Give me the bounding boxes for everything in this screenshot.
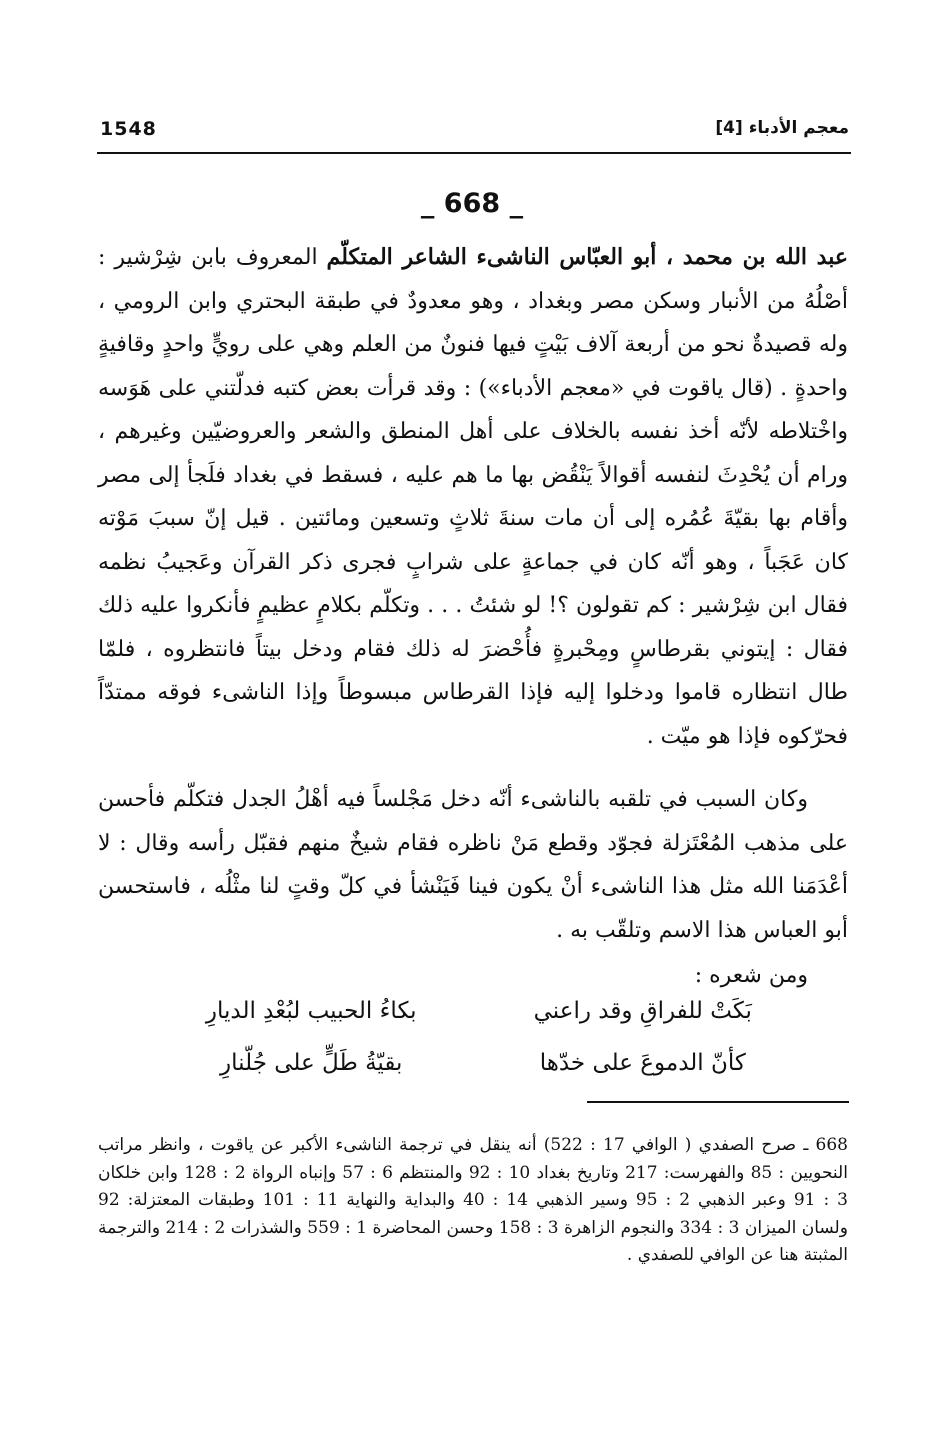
footnote-rule <box>587 1101 849 1103</box>
poetry-intro: ومن شعره : <box>694 963 808 988</box>
running-head <box>100 118 849 150</box>
nickname-paragraph: وكان السبب في تلقبه بالناشىء أنّه دخل مَجْلساً فيه أهْلُ الجدل فتكلّم فأحسن على مذهب المُعْتَزلة فجوّد وقطع مَنْ ناظره فقام شيخٌ منهم فقبّل رأسه وقال : لا أعْدَمَنا الله مثل هذا الناشىء أنْ يكون فينا فَيَنْشأ في كلّ وقتٍ لنا مثْلُه ، فاستحسن أبو العباس هذا الاسم وتلقّب به . <box>98 787 848 943</box>
verse-first-hemistich: بَكَتْ للفراقِ وقد راعني <box>533 998 752 1024</box>
footnote-text: 668 ـ صرح الصفدي ( الوافي 17 : 522) أنه ينقل في ترجمة الناشىء الأكبر عن ياقوت ، وانظر مراتب النحويين : 85 والفهرست: 217 وتاريخ بغداد 10 : 92 والمنتظم 6 : 57 وإنباه الرواة 2 : 128 وابن خلكان 3 : 91 وعبر الذهبي 2 : 95 وسير الذهبي 14 : 40 والبداية والنهاية 11 : 101 وطبقات المعتزلة: 92 ولسان الميزان 3 : 334 والنجوم الزاهرة 3 : 158 وحسن المحاضرة 1 : 559 والشذرات 2 : 214 والترجمة المثبتة هنا عن الوافي للصفدي . <box>98 1135 848 1265</box>
poem-verse <box>170 985 784 1037</box>
poem-verse <box>170 1037 784 1089</box>
header-rule <box>97 152 851 154</box>
verse-second-hemistich: بقيّةُ طَلٍّ على جُلّنارِ <box>220 1050 403 1076</box>
biography-paragraph <box>98 236 848 758</box>
poem <box>170 985 784 1089</box>
entry-number: _ 668 _ <box>420 188 524 219</box>
subject-name: عبد الله بن محمد ، أبو العبّاس الناشىء الشاعر المتكلّم <box>326 244 848 270</box>
biography-text: المعروف بابن شِرْشير : أصْلُهُ من الأنبار وسكن مصر وبغداد ، وهو معدودٌ في طبقة البحتري وابن الرومي ، وله قصيدةٌ نحو من أربعة آلاف بَيْتٍ فيها فنونٌ من العلم وهي على رويٍّ واحدٍ وقافيةٍ واحدةٍ . (قال ياقوت في «معجم الأدباء») : وقد قرأت بعض كتبه فدلّتني على هَوَسه واخْتلاطه لأنّه أخذ نفسه بالخلاف على أهل المنطق والشعر والعروضيّين وغيرهم ، ورام أن يُحْدِثَ لنفسه أقوالاً يَنْقُض بها ما هم عليه ، فسقط في بغداد فلَجأ إلى مصر وأقام بها بقيّةَ عُمُره إلى أن مات سنةَ ثلاثٍ وتسعين ومائتين . قيل إنّ سببَ مَوْته كان عَجَباً ، وهو أنّه كان في جماعةٍ على شرابٍ فجرى ذكر القرآن وعَجيبُ نظمه فقال ابن شِرْشير : كم تقولون ؟! لو شئتُ . . . وتكلّم بكلامٍ عظيمٍ فأنكروا عليه ذلك فقال : إيتوني بقرطاسٍ ومِحْبرةٍ فأُحْضرَ له ذلك فقام ودخل بيتاً فانتظروه ، فلمّا طال انتظاره قاموا ودخلوا إليه فإذا القرطاس مبسوطاً وإذا الناشىء فوقه ممتدّاً فحرّكوه فإذا هو ميّت . <box>98 245 848 749</box>
verse-second-hemistich: بكاءُ الحبيب لبُعْدِ الديارِ <box>205 998 417 1024</box>
footnote <box>98 1132 848 1270</box>
book-title: معجم الأدباء [4] <box>715 118 849 138</box>
page-number: 1548 <box>100 118 157 140</box>
entry-body <box>98 236 848 998</box>
verse-first-hemistich: كأنّ الدموعَ على خدّها <box>539 1050 746 1076</box>
